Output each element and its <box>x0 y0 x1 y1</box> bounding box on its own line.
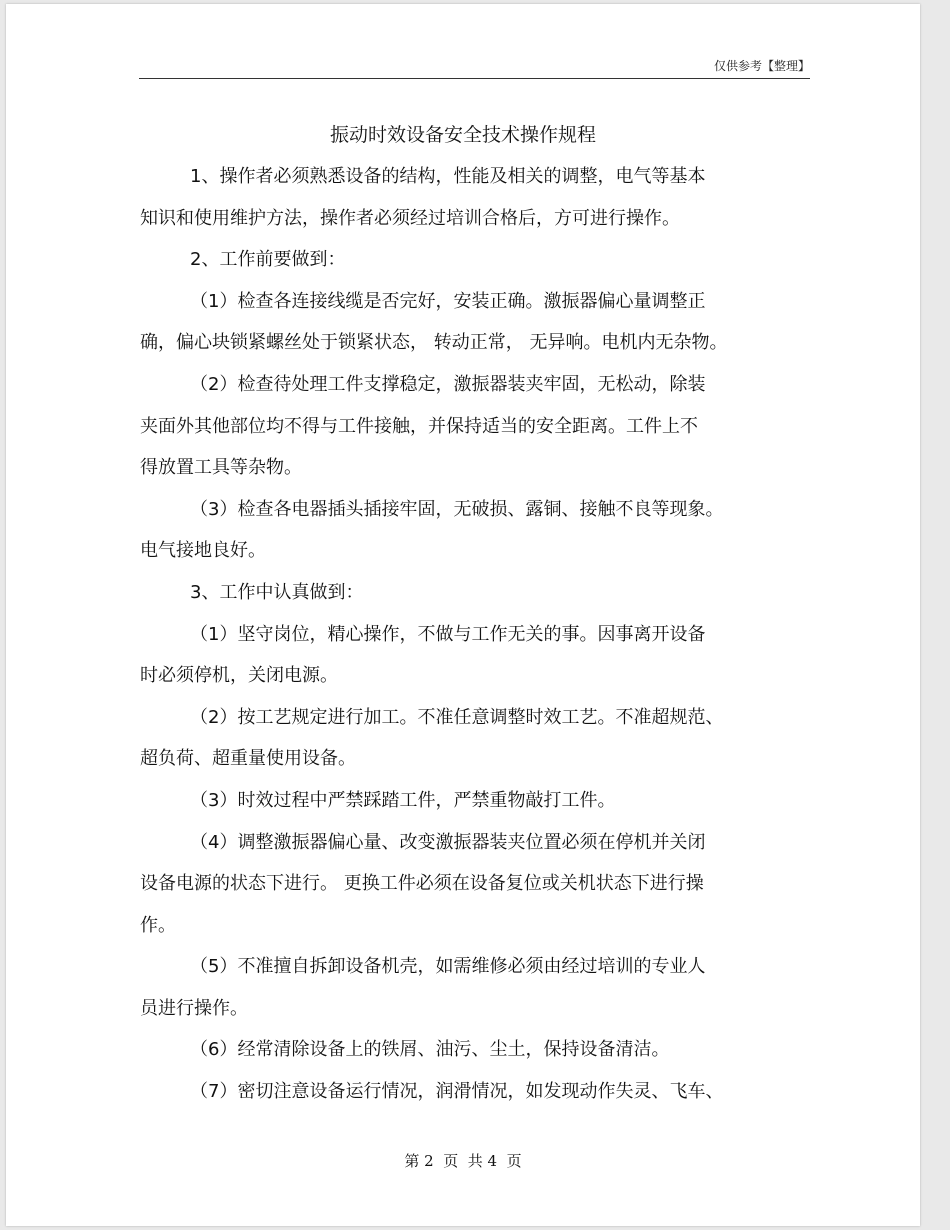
document-page <box>6 4 920 1226</box>
paragraph-line: 电气接地良好。 <box>140 540 266 562</box>
paragraph-line: 员进行操作。 <box>140 997 248 1019</box>
paragraph-line: （2）检查待处理工件支撑稳定，激振器装夹牢固，无松动，除装 <box>190 373 706 395</box>
paragraph-line: （2）按工艺规定进行加工。不准任意调整时效工艺。不准超规范、 <box>190 706 724 728</box>
paragraph-line: 时必须停机，关闭电源。 <box>140 665 338 687</box>
paragraph-line: （1）检查各连接线缆是否完好，安装正确。激振器偏心量调整正 <box>190 290 706 312</box>
document-body <box>140 156 820 1113</box>
paragraph-line: 1、操作者必须熟悉设备的结构，性能及相关的调整，电气等基本 <box>190 166 706 187</box>
document-title: 振动时效设备安全技术操作规程 <box>329 124 596 146</box>
paragraph-line: （1）坚守岗位，精心操作，不做与工作无关的事。因事离开设备 <box>190 623 706 645</box>
header-note: 仅供参考【整理】 <box>713 59 810 73</box>
paragraph-line: （5）不准擅自拆卸设备机壳，如需维修必须由经过培训的专业人 <box>190 956 706 978</box>
paragraph-line: （6）经常清除设备上的铁屑、油污、尘土，保持设备清洁。 <box>190 1039 670 1061</box>
paragraph-line: 2、工作前要做到： <box>190 249 346 271</box>
paragraph-line: 3、工作中认真做到： <box>190 581 364 603</box>
paragraph-line: 作。 <box>140 914 176 936</box>
paragraph-line: 得放置工具等杂物。 <box>140 457 302 479</box>
paragraph-line: 超负荷、超重量使用设备。 <box>140 748 356 770</box>
paragraph-line: 夹面外其他部位均不得与工件接触，并保持适当的安全距离。工件上不 <box>140 415 698 437</box>
paragraph-line: （7）密切注意设备运行情况，润滑情况，如发现动作失灵、飞车、 <box>190 1081 724 1103</box>
paragraph-line: 知识和使用维护方法，操作者必须经过培训合格后，方可进行操作。 <box>140 207 680 229</box>
page-number: 第 2 页 共 4 页 <box>404 1152 522 1170</box>
paragraph-line: （3）检查各电器插头插接牢固，无破损、露铜、接触不良等现象。 <box>190 498 724 520</box>
paragraph-line: （3）时效过程中严禁踩踏工件，严禁重物敲打工件。 <box>190 789 616 811</box>
paragraph-line: 设备电源的状态下进行。 更换工件必须在设备复位或关机状态下进行操 <box>140 873 704 895</box>
header-divider <box>139 78 810 79</box>
paragraph-line: （4）调整激振器偏心量、改变激振器装夹位置必须在停机并关闭 <box>190 831 706 853</box>
paragraph-line: 确，偏心块锁紧螺丝处于锁紧状态， 转动正常， 无异响。电机内无杂物。 <box>140 332 728 354</box>
